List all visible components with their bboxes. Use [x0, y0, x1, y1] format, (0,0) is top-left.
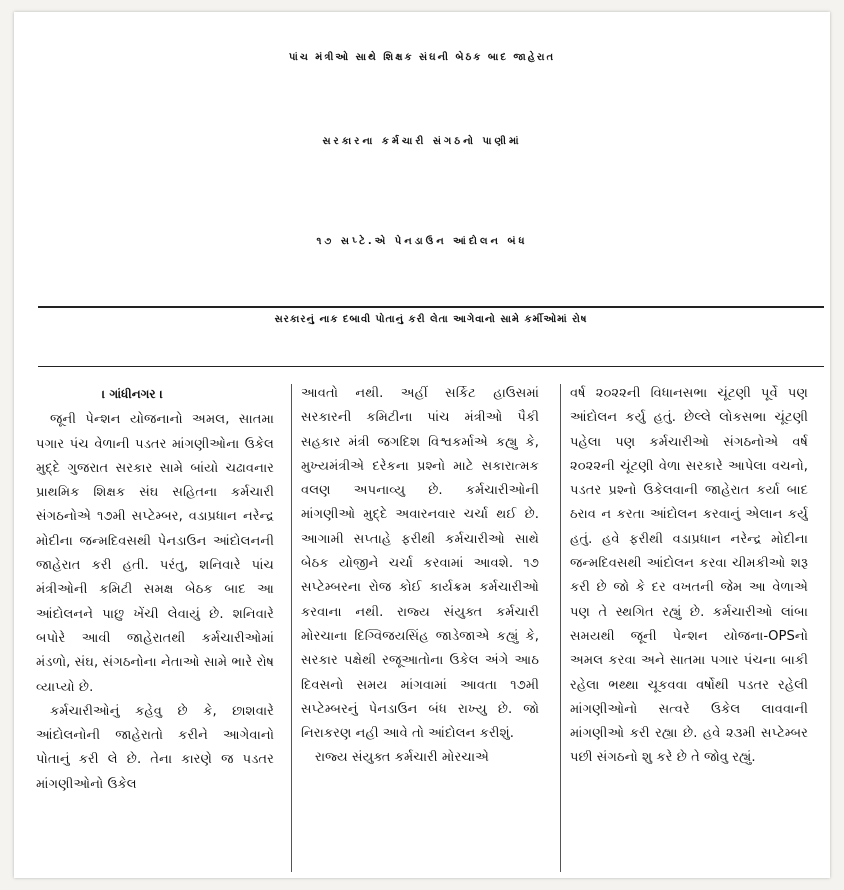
column-2-paragraph-2: રાજ્ય સંયુક્ત કર્મચારી મોરચાએ	[315, 750, 489, 766]
subheadline: સરકારનું નાક દબાવી પોતાનું કરી લેતા આગેવાનો સામે કર્મીઓમાં રોષ	[274, 314, 588, 325]
column-separator-1	[291, 384, 292, 872]
bottom-divider	[38, 366, 824, 367]
newspaper-clipping	[14, 12, 830, 878]
main-headline-line2: ૧૭ સપ્ટે.એ પેનડાઉન આંદોલન બંધ	[316, 236, 528, 247]
column-1-paragraph-2: કર્મચારીઓનું કહેવુ છે કે, છાશવારે આંદોલનોની જાહેરાતો કરીને આગેવાનો પોતાનું કરી લે છે. તેના કારણે જ પડતર માંગણીઓનો ઉકેલ	[36, 703, 274, 792]
dateline: । ગાંધીનગર ।	[102, 387, 163, 401]
main-headline-line1: સરકારના કર્મચારી સંગઠનો પાણીમાં	[322, 136, 522, 147]
column-separator-2	[560, 384, 561, 872]
column-3	[570, 382, 808, 872]
column-2-paragraph-1: આવતો નથી. અહીં સર્કિટ હાઉસમાં સરકારની કમિટીના પાંચ મંત્રીઓ પૈકી સહકાર મંત્રી જગદિશ વિશ્વકર્માએ કહ્યુ કે, મુખ્યમંત્રીએ દરેકના પ્રશ્નો માટે સકારાત્મક વલણ અપનાવ્યુ છે. કર્મચારીઓની માંગણીઓ મુદ્દે અવારનવાર ચર્ચા થઈ છે. આગામી સપ્તાહે ફરીથી કર્મચારીઓ સાથે બેઠક યોજીને ચર્ચા કરવામાં આવશે. ૧૭ સપ્ટેમ્બરના રોજ કોઈ કાર્યક્રમ કર્મચારીઓ કરવાના નથી. રાજ્ય સંયુક્ત કર્મચારી મોરચાના દિગ્વિજયસિંહ જાડેજાએ કહ્યું કે, સરકાર પક્ષેથી રજૂઆતોના ઉકેલ અંગે આઠ દિવસનો સમય માંગવામાં આવતા ૧૭મી સપ્ટેમ્બરનું પેનડાઉન બંધ રાખ્યુ છે. જો નિરાકરણ નહી આવે તો આંદોલન કરીશું.	[301, 386, 539, 742]
column-3-paragraph-1: વર્ષ ૨૦૨૨ની વિધાનસભા ચૂંટણી પૂર્વે પણ આંદોલન કર્યુ હતું. છેલ્લે લોકસભા ચૂંટણી પહેલા પણ કર્મચારીઓ સંગઠનોએ વર્ષ ૨૦૨૨ની ચૂંટણી વેળા સરકારે આપેલા વચનો, પડતર પ્રશ્નો ઉકેલવાની જાહેરાત કર્યા બાદ ઠરાવ ન કરતા આંદોલન કરવાનું એલાન કર્યુ હતું. હવે ફરીથી વડાપ્રધાન નરેન્દ્ર મોદીના જન્મદિવસથી આંદોલન કરવા ચીમકીઓ શરૂ કરી છે જો કે દર વખતની જેમ આ વેળાએ પણ તે સ્થગિત રહ્યું છે. કર્મચારીઓ લાંબા સમયથી જૂની પેન્શન યોજના-OPSનો અમલ કરવા અને સાતમા પગાર પંચના બાકી રહેલા ભથ્થા ચૂકવવા વર્ષોથી પડતર રહેલી માંગણીઓનો સત્વરે ઉકેલ લાવવાની માંગણીઓ કરી રહ્યા છે. હવે ૨૩મી સપ્ટેમ્બર પછી સંગઠનો શુ કરે છે તે જોવુ રહ્યું.	[570, 386, 808, 766]
top-divider	[38, 306, 824, 308]
column-1-paragraph-1: જૂની પેન્શન યોજનાનો અમલ, સાતમા પગાર પંચ વેળાની પડતર માંગણીઓના ઉકેલ મુદ્દે ગુજરાત સરકાર સામે બાંયો ચઢાવનાર પ્રાથમિક શિક્ષક સંઘ સહિતના કર્મચારી સંગઠનોએ ૧૭મી સપ્ટેમ્બર, વડાપ્રધાન નરેન્દ્ર મોદીના જન્મદિવસથી પેનડાઉન આંદોલનની જાહેરાત કરી હતી. પરંતુ, શનિવારે પાંચ મંત્રીઓની કમિટી સમક્ષ બેઠક બાદ આ આંદોલનને પાછુ ખેંચી લેવાયું છે. શનિવારે બપોરે આવી જાહેરાતથી કર્મચારીઓમાં મંડળો, સંઘ, સંગઠનોના નેતાઓ સામે ભારે રોષ વ્યાપ્યો છે.	[36, 412, 274, 695]
kicker-headline: પાંચ મંત્રીઓ સાથે શિક્ષક સંઘની બેઠક બાદ જાહેરાત	[288, 52, 556, 63]
column-2	[301, 382, 539, 872]
column-1	[36, 382, 274, 872]
